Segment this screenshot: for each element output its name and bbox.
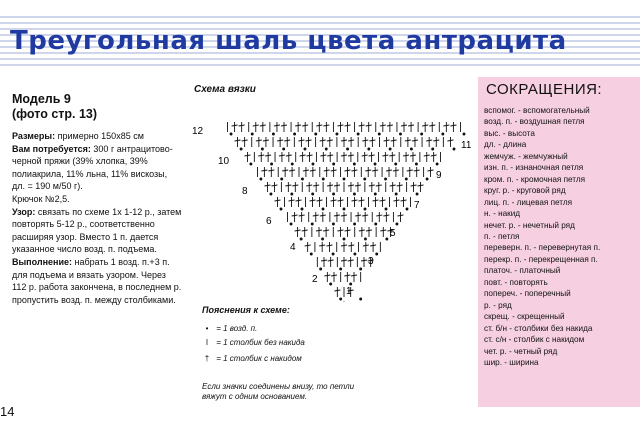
chain-dot — [281, 178, 283, 180]
chain-dot — [374, 193, 376, 195]
stitch-mark — [327, 155, 333, 156]
stitch-mark — [348, 140, 354, 141]
stitch-mark — [428, 170, 434, 171]
stitch-mark — [341, 215, 347, 216]
stitch-mark — [362, 215, 368, 216]
stitch-mark — [331, 170, 337, 171]
chain-stitch-icon: • — [205, 324, 209, 333]
work-label: Выполнение: — [12, 256, 73, 267]
stitch-mark — [366, 125, 372, 126]
stitch-mark — [380, 230, 386, 231]
stitch-mark — [296, 200, 302, 201]
abbreviation-item: выс. - высота — [484, 128, 535, 138]
chain-dot — [333, 193, 335, 195]
materials-value: 300 г антрацитово-черной пряжи (39% хлопка, 39% полиакрила, 11% льна, 11% вискозы, дл. = 190 м/50 г). — [12, 143, 173, 192]
stitch-mark — [319, 245, 325, 246]
chain-dot — [426, 178, 428, 180]
chain-dot — [368, 148, 370, 150]
stitch-mark — [433, 140, 439, 141]
chain-dot — [415, 163, 417, 165]
chain-dot — [322, 208, 324, 210]
stitch-mark — [380, 125, 386, 126]
stitch-mark — [369, 140, 375, 141]
chain-dot — [261, 148, 263, 150]
stitch-mark — [418, 185, 424, 186]
stitch-mark — [348, 185, 354, 186]
chart-rows — [228, 122, 465, 302]
stitch-mark — [390, 185, 396, 186]
stitch-mark — [256, 140, 262, 141]
abbreviation-item: лиц. п. - лицевая петля — [484, 197, 573, 207]
stitch-mark — [279, 155, 285, 156]
stitch-mark — [412, 140, 418, 141]
size-paragraph — [12, 130, 182, 143]
pattern-label: Узор: — [12, 206, 36, 217]
stitch-mark — [351, 170, 357, 171]
stitch-mark — [443, 125, 449, 126]
materials-paragraph — [12, 143, 182, 193]
stitch-mark — [323, 230, 329, 231]
chain-dot — [330, 283, 332, 285]
chain-dot — [343, 178, 345, 180]
stitch-mark — [281, 125, 287, 126]
stitch-mark — [393, 170, 399, 171]
stitch-mark — [260, 125, 266, 126]
stitch-mark — [313, 185, 319, 186]
row-number-left: 12 — [192, 126, 204, 137]
chain-dot — [354, 223, 356, 225]
abbreviation-item: повт. - повторять — [484, 277, 548, 287]
stitch-mark — [285, 185, 291, 186]
work-value: набрать 1 возд. п.+3 п. для подъема и вязать узором. Через 112 р. работа закончена, в последнем р. пропустить возд. п. между столбиками. — [12, 256, 182, 305]
chain-dot — [357, 133, 359, 135]
abbreviation-item: попереч. - поперечный — [484, 289, 571, 299]
abbreviation-item: нечет. р. - нечетный ряд — [484, 220, 575, 230]
stitch-mark — [348, 260, 354, 261]
stitch-mark — [431, 155, 437, 156]
stitch-mark — [306, 140, 312, 141]
chain-dot — [364, 208, 366, 210]
chain-dot — [395, 163, 397, 165]
stitch-mark — [384, 140, 390, 141]
stitch-mark — [307, 155, 313, 156]
stitch-mark — [387, 125, 393, 126]
stitch-mark — [299, 215, 305, 216]
stitch-mark — [397, 215, 403, 216]
chain-dot — [333, 163, 335, 165]
chain-dot — [399, 133, 401, 135]
row-number-right: 7 — [414, 200, 420, 211]
stitch-mark — [401, 125, 407, 126]
instructions-column — [12, 92, 182, 306]
stitch-mark — [286, 155, 292, 156]
chain-dot — [374, 163, 376, 165]
chain-dot — [250, 163, 252, 165]
chain-dot — [271, 163, 273, 165]
chain-dot — [364, 178, 366, 180]
stitch-mark — [426, 140, 432, 141]
stitch-mark — [289, 200, 295, 201]
stitch-mark — [274, 125, 280, 126]
single-crochet-icon: I — [205, 338, 209, 347]
row-number-right: 9 — [436, 170, 442, 181]
stitch-mark — [382, 155, 388, 156]
stitch-mark — [327, 140, 333, 141]
size-label: Размеры: — [12, 131, 56, 141]
stitch-mark — [295, 230, 301, 231]
abbreviation-item: ст. с/н - столбик с накидом — [484, 335, 585, 345]
chain-dot — [416, 193, 418, 195]
chain-dot — [410, 148, 412, 150]
stitch-mark — [410, 155, 416, 156]
chain-dot — [304, 148, 306, 150]
stitch-mark — [235, 140, 241, 141]
stitch-mark — [344, 170, 350, 171]
stitch-mark — [351, 275, 357, 276]
stitch-mark — [341, 140, 347, 141]
stitch-mark — [268, 170, 274, 171]
model-name: Модель 9 — [12, 92, 71, 106]
stitch-mark — [327, 185, 333, 186]
chain-dot — [389, 148, 391, 150]
chain-dot — [315, 133, 317, 135]
stitch-mark — [265, 155, 271, 156]
chain-dot — [291, 163, 293, 165]
stitch-mark — [373, 200, 379, 201]
abbreviation-item: вспомог. - вспомогательный — [484, 106, 590, 115]
stitch-mark — [324, 170, 330, 171]
stitch-mark — [408, 125, 414, 126]
abbreviation-item: ст. б/н - столбики без накида — [484, 323, 593, 333]
stitch-mark — [253, 125, 259, 126]
row-number-left: 10 — [218, 156, 230, 167]
chain-dot — [347, 148, 349, 150]
legend-text: = 1 возд. п. — [216, 324, 258, 333]
stitch-mark — [289, 170, 295, 171]
chain-dot — [332, 223, 334, 225]
chain-dot — [291, 193, 293, 195]
stitch-mark — [282, 170, 288, 171]
stitch-mark — [397, 185, 403, 186]
chain-dot — [385, 178, 387, 180]
row-number-right: 5 — [390, 228, 396, 239]
abbreviation-item: переверн. п. - перевернутая п. — [484, 243, 601, 253]
stitch-mark — [292, 215, 298, 216]
stitch-mark — [369, 155, 375, 156]
pattern-value: связать по схеме 1х 1-12 р., затем повторять 5-12 р., соответственно расширяя узор. Вместо 1 п. дается указанное число возд. п. подъема. — [12, 206, 182, 255]
chain-dot — [405, 178, 407, 180]
chain-dot — [294, 133, 296, 135]
stitch-mark — [292, 185, 298, 186]
stitch-mark — [411, 185, 417, 186]
abbreviation-item: кром. п. - кромочная петля — [484, 174, 586, 184]
work-paragraph — [12, 256, 182, 306]
legend-item — [200, 354, 302, 363]
chain-dot — [290, 223, 292, 225]
stitch-mark — [450, 125, 456, 126]
stitch-mark — [320, 140, 326, 141]
stitch-mark — [361, 260, 367, 261]
stitch-mark — [271, 185, 277, 186]
stitch-mark — [303, 170, 309, 171]
stitch-mark — [298, 140, 304, 141]
abbreviation-item: жемчуж. - жемчужный — [484, 151, 568, 161]
chain-dot — [340, 268, 342, 270]
chain-dot — [336, 133, 338, 135]
chain-dot — [376, 253, 378, 255]
stitch-mark — [275, 200, 281, 201]
stitch-mark — [334, 290, 340, 291]
chain-dot — [280, 208, 282, 210]
chain-dot — [343, 208, 345, 210]
scheme-footnote: Если значки соединены внизу, то петли вяжут с одним основанием. — [202, 382, 355, 401]
chain-dot — [364, 238, 366, 240]
stitch-mark — [331, 200, 337, 201]
stitch-mark — [244, 155, 250, 156]
chain-dot — [350, 283, 352, 285]
abbreviation-item: платоч. - платочный — [484, 266, 561, 276]
stitch-mark — [313, 215, 319, 216]
stitch-mark — [344, 275, 350, 276]
stitch-mark — [394, 200, 400, 201]
stitch-mark — [355, 185, 361, 186]
stitch-mark — [239, 125, 245, 126]
stitch-mark — [242, 140, 248, 141]
stitch-mark — [302, 230, 308, 231]
chain-dot — [260, 178, 262, 180]
chain-dot — [354, 253, 356, 255]
stitch-mark — [316, 230, 322, 231]
stitch-mark — [376, 215, 382, 216]
page-title: Треугольная шаль цвета антрацита — [10, 26, 567, 56]
abbreviations-list — [484, 105, 640, 368]
stitch-mark — [277, 140, 283, 141]
stitch-mark — [363, 245, 369, 246]
abbreviations-heading: СОКРАЩЕНИЯ: — [486, 81, 603, 98]
knitting-scheme — [186, 82, 476, 422]
chain-dot — [311, 223, 313, 225]
chain-dot — [270, 193, 272, 195]
row-number-left: 8 — [242, 186, 248, 197]
stitch-mark — [383, 215, 389, 216]
stitch-mark — [359, 230, 365, 231]
stitch-mark — [258, 155, 264, 156]
stitch-mark — [369, 185, 375, 186]
stitch-mark — [334, 185, 340, 186]
stitch-mark — [365, 170, 371, 171]
chain-dot — [406, 208, 408, 210]
chain-dot — [301, 178, 303, 180]
stitch-mark — [405, 140, 411, 141]
chain-dot — [375, 223, 377, 225]
abbreviation-item: изн. п. - изнаночная петля — [484, 163, 584, 173]
stitch-mark — [261, 170, 267, 171]
chain-dot — [320, 268, 322, 270]
stitch-mark — [337, 230, 343, 231]
stitch-mark — [424, 155, 430, 156]
stitch-mark — [389, 155, 395, 156]
legend-item — [200, 324, 257, 333]
stitch-mark — [376, 185, 382, 186]
stitch-mark — [407, 170, 413, 171]
materials-label: Вам потребуется: — [12, 143, 91, 154]
chain-dot — [453, 148, 455, 150]
photo-reference: (фото стр. 13) — [12, 107, 98, 121]
chain-dot — [300, 238, 302, 240]
stitch-mark — [362, 140, 368, 141]
stitch-mark — [263, 140, 269, 141]
stitch-mark — [320, 215, 326, 216]
stitch-mark — [338, 200, 344, 201]
chain-dot — [353, 193, 355, 195]
chain-dot — [360, 268, 362, 270]
scheme-title: Схема вязки — [194, 84, 256, 95]
stitch-mark — [372, 170, 378, 171]
row-number-right: 3 — [368, 256, 374, 267]
abbreviation-item: перекр. п. - перекрещенная п. — [484, 254, 598, 264]
stitch-mark — [328, 260, 334, 261]
stitch-mark — [305, 245, 311, 246]
abbreviation-item: п. - петля — [484, 231, 520, 241]
stitch-mark — [422, 125, 428, 126]
stitch-mark — [366, 230, 372, 231]
chain-dot — [332, 253, 334, 255]
stitch-mark — [345, 230, 351, 231]
hook-size: Крючок №2,5. — [12, 193, 70, 204]
stitch-mark — [401, 200, 407, 201]
stitch-mark — [355, 215, 361, 216]
chain-dot — [432, 148, 434, 150]
stitch-mark — [403, 155, 409, 156]
stitch-mark — [341, 260, 347, 261]
stitch-mark — [380, 200, 386, 201]
chain-dot — [251, 133, 253, 135]
abbreviation-item: н. - накид — [484, 209, 521, 219]
chain-dot — [421, 133, 423, 135]
chain-dot — [386, 238, 388, 240]
chain-dot — [312, 163, 314, 165]
stitch-mark — [321, 260, 327, 261]
stitch-mark — [334, 215, 340, 216]
chain-dot — [396, 223, 398, 225]
abbreviation-item: скрещ. - скрещенный — [484, 312, 565, 322]
chain-dot — [325, 148, 327, 150]
chain-dot — [463, 133, 465, 135]
stitch-mark — [348, 155, 354, 156]
abbreviation-item: круг. р. - круговой ряд — [484, 186, 566, 196]
stitch-mark — [391, 140, 397, 141]
stitch-mark — [359, 200, 365, 201]
stitch-mark — [352, 200, 358, 201]
legend-item — [200, 338, 305, 347]
stitch-mark — [341, 155, 347, 156]
stitch-mark — [348, 245, 354, 246]
legend-text: = 1 столбик без накида — [216, 338, 305, 347]
abbreviation-item: р. - ряд — [484, 300, 512, 310]
chain-dot — [353, 163, 355, 165]
stitch-mark — [306, 185, 312, 186]
stitch-mark — [310, 200, 316, 201]
chain-dot — [378, 133, 380, 135]
abbreviation-item: чет. р. - четный ряд — [484, 346, 558, 356]
chain-dot — [343, 238, 345, 240]
chain-dot — [230, 133, 232, 135]
stitch-mark — [341, 245, 347, 246]
stitch-mark — [359, 125, 365, 126]
stitch-mark — [300, 155, 306, 156]
stitch-mark — [320, 155, 326, 156]
stitch-mark — [362, 155, 368, 156]
stitch-mark — [284, 140, 290, 141]
chain-dot — [322, 178, 324, 180]
size-value: примерно 150х85 см — [55, 131, 144, 141]
stitch-mark — [324, 275, 330, 276]
chain-dot — [272, 133, 274, 135]
row-number-left: 4 — [290, 242, 296, 253]
stitch-mark — [317, 200, 323, 201]
stitch-mark — [337, 125, 343, 126]
stitch-mark — [310, 170, 316, 171]
row-number-right: 11 — [461, 140, 472, 151]
chain-dot — [395, 193, 397, 195]
legend-text: = 1 столбик с накидом — [216, 354, 302, 363]
pattern-paragraph — [12, 206, 182, 256]
chain-dot — [301, 208, 303, 210]
abbreviations-panel — [478, 77, 640, 407]
row-number-left: 6 — [266, 216, 272, 227]
abbreviation-item: возд. п. - воздушная петля — [484, 117, 585, 127]
double-crochet-icon: † — [204, 354, 210, 363]
chain-dot — [283, 148, 285, 150]
stitch-mark — [429, 125, 435, 126]
chain-dot — [340, 298, 342, 300]
stitch-mark — [447, 140, 453, 141]
stitch-mark — [326, 245, 332, 246]
page-number: 14 — [0, 404, 15, 419]
stitch-mark — [264, 185, 270, 186]
row-number-left: 2 — [312, 274, 318, 285]
chain-dot — [240, 148, 242, 150]
stitch-mark — [345, 125, 351, 126]
chain-dot — [322, 238, 324, 240]
chain-dot — [310, 253, 312, 255]
stitch-mark — [232, 125, 238, 126]
stitch-mark — [295, 125, 301, 126]
stitch-mark — [386, 170, 392, 171]
row-number-right: 1 — [346, 286, 352, 297]
chain-dot — [360, 298, 362, 300]
abbreviation-item: шир. - ширина — [484, 357, 539, 367]
stitch-mark — [414, 170, 420, 171]
chain-dot — [385, 208, 387, 210]
stitch-mark — [316, 125, 322, 126]
chain-dot — [442, 133, 444, 135]
chain-dot — [312, 193, 314, 195]
chain-dot — [436, 163, 438, 165]
abbreviation-item: дл. - длина — [484, 140, 527, 150]
stitch-mark — [370, 245, 376, 246]
stitch-mark — [302, 125, 308, 126]
stitch-mark — [323, 125, 329, 126]
stitch-mark — [331, 275, 337, 276]
legend-title: Пояснения к схеме: — [202, 305, 290, 315]
crochet-chart — [186, 82, 476, 302]
